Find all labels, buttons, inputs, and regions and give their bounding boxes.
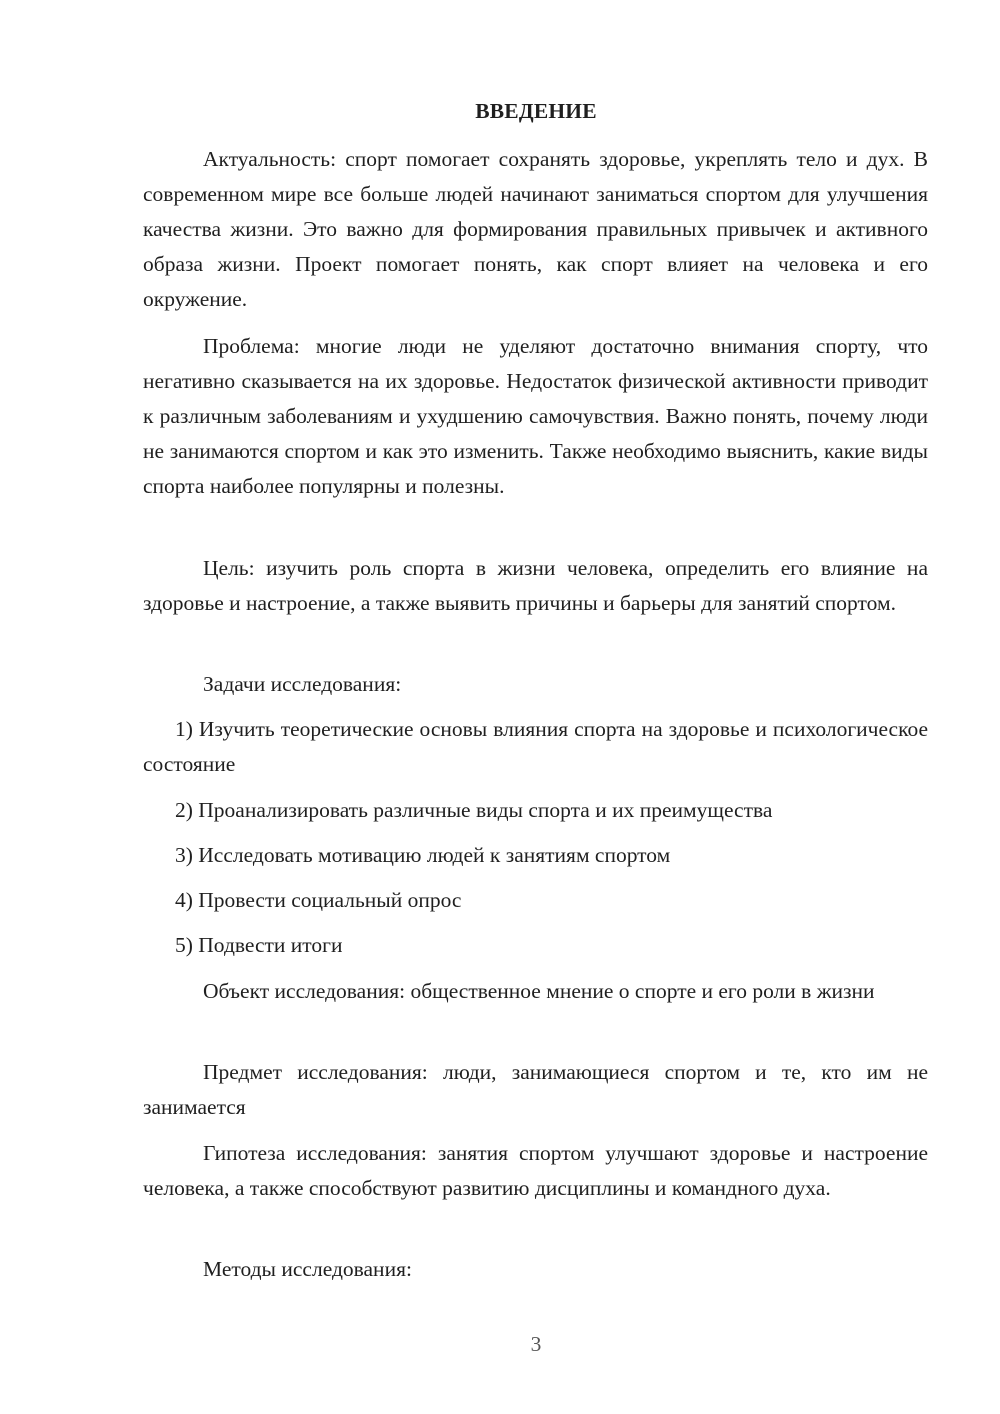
paragraph-goal: Цель: изучить роль спорта в жизни человека, определить его влияние на здоровье и настроение, а также выявить причины и барьеры для занятий спортом. <box>143 556 928 615</box>
section-title: ВВЕДЕНИЕ <box>475 99 597 123</box>
task-item-3: 3) Исследовать мотивацию людей к занятиям спортом <box>175 843 671 867</box>
page-number: 3 <box>530 1332 542 1356</box>
paragraph-relevance: Актуальность: спорт помогает сохранять здоровье, укреплять тело и дух. В современном мире все больше людей начинают заниматься спортом для улучшения качества жизни. Это важно для формирования правильных привычек и активного образа жизни. Проект помогает понять, как спорт влияет на человека и его окружение. <box>143 147 928 311</box>
paragraph-object: Объект исследования: общественное мнение о спорте и его роли в жизни <box>203 979 875 1003</box>
task-item-1: 1) Изучить теоретические основы влияния спорта на здоровье и психологическое состояние <box>143 717 928 776</box>
paragraph-problem: Проблема: многие люди не уделяют достаточно внимания спорту, что негативно сказывается на их здоровье. Недостаток физической активности приводит к различным заболеваниям и ухудшению самочувствия. Важно понять, почему люди не занимаются спортом и как это изменить. Также необходимо выяснить, какие виды спорта наиболее популярны и полезны. <box>143 334 928 498</box>
task-item-5: 5) Подвести итоги <box>175 933 343 957</box>
task-item-2: 2) Проанализировать различные виды спорта и их преимущества <box>175 798 773 822</box>
task-item-4: 4) Провести социальный опрос <box>175 888 462 912</box>
methods-heading: Методы исследования: <box>203 1257 412 1281</box>
tasks-heading: Задачи исследования: <box>203 672 402 696</box>
paragraph-hypothesis: Гипотеза исследования: занятия спортом улучшают здоровье и настроение человека, а также способствуют развитию дисциплины и командного духа. <box>143 1141 928 1200</box>
paragraph-subject: Предмет исследования: люди, занимающиеся спортом и те, кто им не занимается <box>143 1060 928 1119</box>
